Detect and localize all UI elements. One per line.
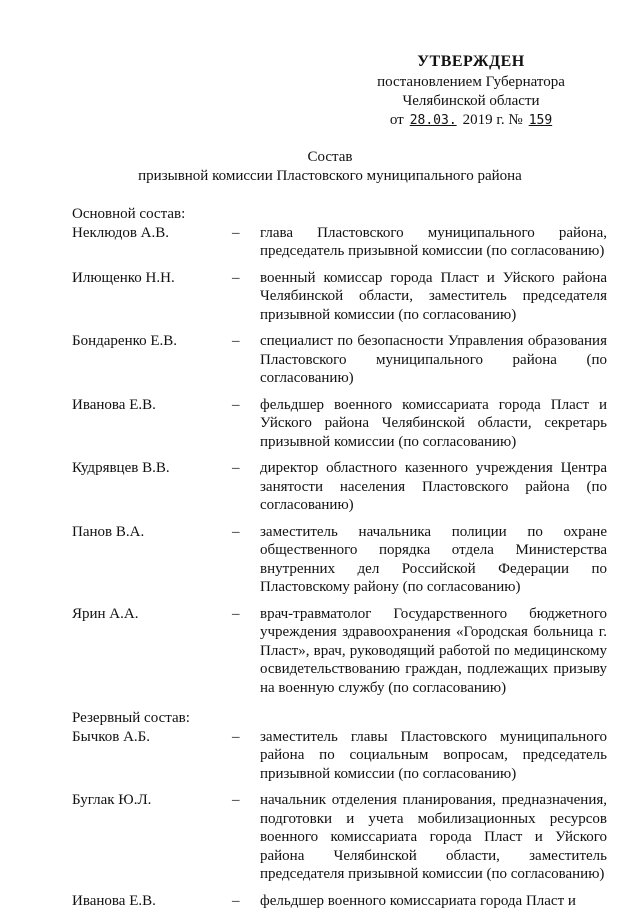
member-role: начальник отделения планирования, предназначения, подготовки и учета мобилизационных ресурсов военного комиссариата города Пласт и Уйского района Челябинской области, заместитель председателя призывной комиссии (по согласованию) bbox=[260, 792, 607, 882]
decree-number: 159 bbox=[528, 113, 553, 128]
member-role: специалист по безопасности Управления образования Пластовского муниципального района (по согласованию) bbox=[260, 333, 607, 386]
member-dash: – bbox=[232, 224, 240, 241]
document-heading bbox=[80, 148, 580, 186]
member-name: Илющенко Н.Н. bbox=[72, 269, 175, 286]
member-role: заместитель главы Пластовского муниципального района по социальным вопросам, председатель призывной комиссии (по согласованию) bbox=[260, 728, 607, 782]
member-name: Кудрявцев В.В. bbox=[72, 460, 170, 476]
member-name: Бычков А.Б. bbox=[72, 728, 151, 745]
member-row bbox=[72, 892, 607, 911]
member-name: Бондаренко Е.В. bbox=[72, 333, 178, 349]
commission-composition bbox=[72, 205, 607, 918]
member-row bbox=[72, 332, 607, 388]
member-dash: – bbox=[232, 523, 240, 540]
member-row bbox=[72, 269, 607, 325]
member-role: фельдшер военного комиссариата города Пласт и Уйского района Челябинской области, секретарь призывной комиссии (по согласованию) bbox=[260, 396, 607, 450]
member-role: врач-травматолог Государственного бюджетного учреждения здравоохранения «Городская больница г. Пласт», врач, руководящий работой по медицинскому освидетельствованию граждан, подлежащих призыву на военную службу (по согласованию) bbox=[260, 605, 607, 696]
member-name: Буглак Ю.Л. bbox=[72, 792, 152, 808]
member-dash: – bbox=[232, 396, 240, 413]
member-dash: – bbox=[232, 460, 240, 476]
member-dash: – bbox=[232, 792, 240, 808]
member-name: Панов В.А. bbox=[72, 523, 145, 540]
member-row bbox=[72, 728, 607, 784]
member-row bbox=[72, 224, 607, 261]
member-dash: – bbox=[232, 269, 240, 286]
heading-line-2: призывной комиссии Пластовского муниципального района bbox=[138, 168, 522, 184]
heading-line-1: Состав bbox=[307, 149, 353, 165]
approval-block bbox=[366, 52, 576, 130]
reserve-section-label: Резервный состав: bbox=[72, 710, 190, 726]
approval-title: УТВЕРЖДЕН bbox=[417, 53, 525, 70]
member-name: Иванова Е.В. bbox=[72, 892, 156, 909]
member-role: фельдшер военного комиссариата города Пласт и bbox=[260, 892, 576, 909]
member-role: директор областного казенного учреждения Центра занятости населения Пластовского района (по согласованию) bbox=[260, 460, 607, 513]
decree-year: 2019 г. № bbox=[462, 112, 523, 128]
member-dash: – bbox=[232, 728, 240, 745]
member-role: глава Пластовского муниципального района, председатель призывной комиссии (по согласованию) bbox=[260, 224, 607, 259]
member-row bbox=[72, 791, 607, 884]
member-role: заместитель начальника полиции по охране общественного порядка отдела Министерства внутренних дел Российской Федерации по Пластовскому району (по согласованию) bbox=[260, 523, 607, 595]
member-row bbox=[72, 605, 607, 698]
decree-prefix: от bbox=[389, 112, 404, 128]
approval-line-1: постановлением Губернатора bbox=[377, 74, 565, 90]
decree-date: 28.03. bbox=[409, 113, 457, 128]
member-name: Иванова Е.В. bbox=[72, 396, 156, 413]
member-role: военный комиссар города Пласт и Уйского района Челябинской области, заместитель председателя призывной комиссии (по согласованию) bbox=[260, 269, 607, 323]
member-name: Ярин А.А. bbox=[72, 605, 139, 622]
approval-line-2: Челябинской области bbox=[402, 93, 540, 109]
member-dash: – bbox=[232, 333, 240, 349]
member-dash: – bbox=[232, 892, 240, 909]
decree-line bbox=[366, 111, 576, 130]
member-name: Неклюдов А.В. bbox=[72, 224, 170, 241]
member-row bbox=[72, 459, 607, 515]
member-dash: – bbox=[232, 605, 240, 622]
member-row bbox=[72, 523, 607, 597]
main-section-label: Основной состав: bbox=[72, 206, 186, 222]
member-row bbox=[72, 396, 607, 452]
